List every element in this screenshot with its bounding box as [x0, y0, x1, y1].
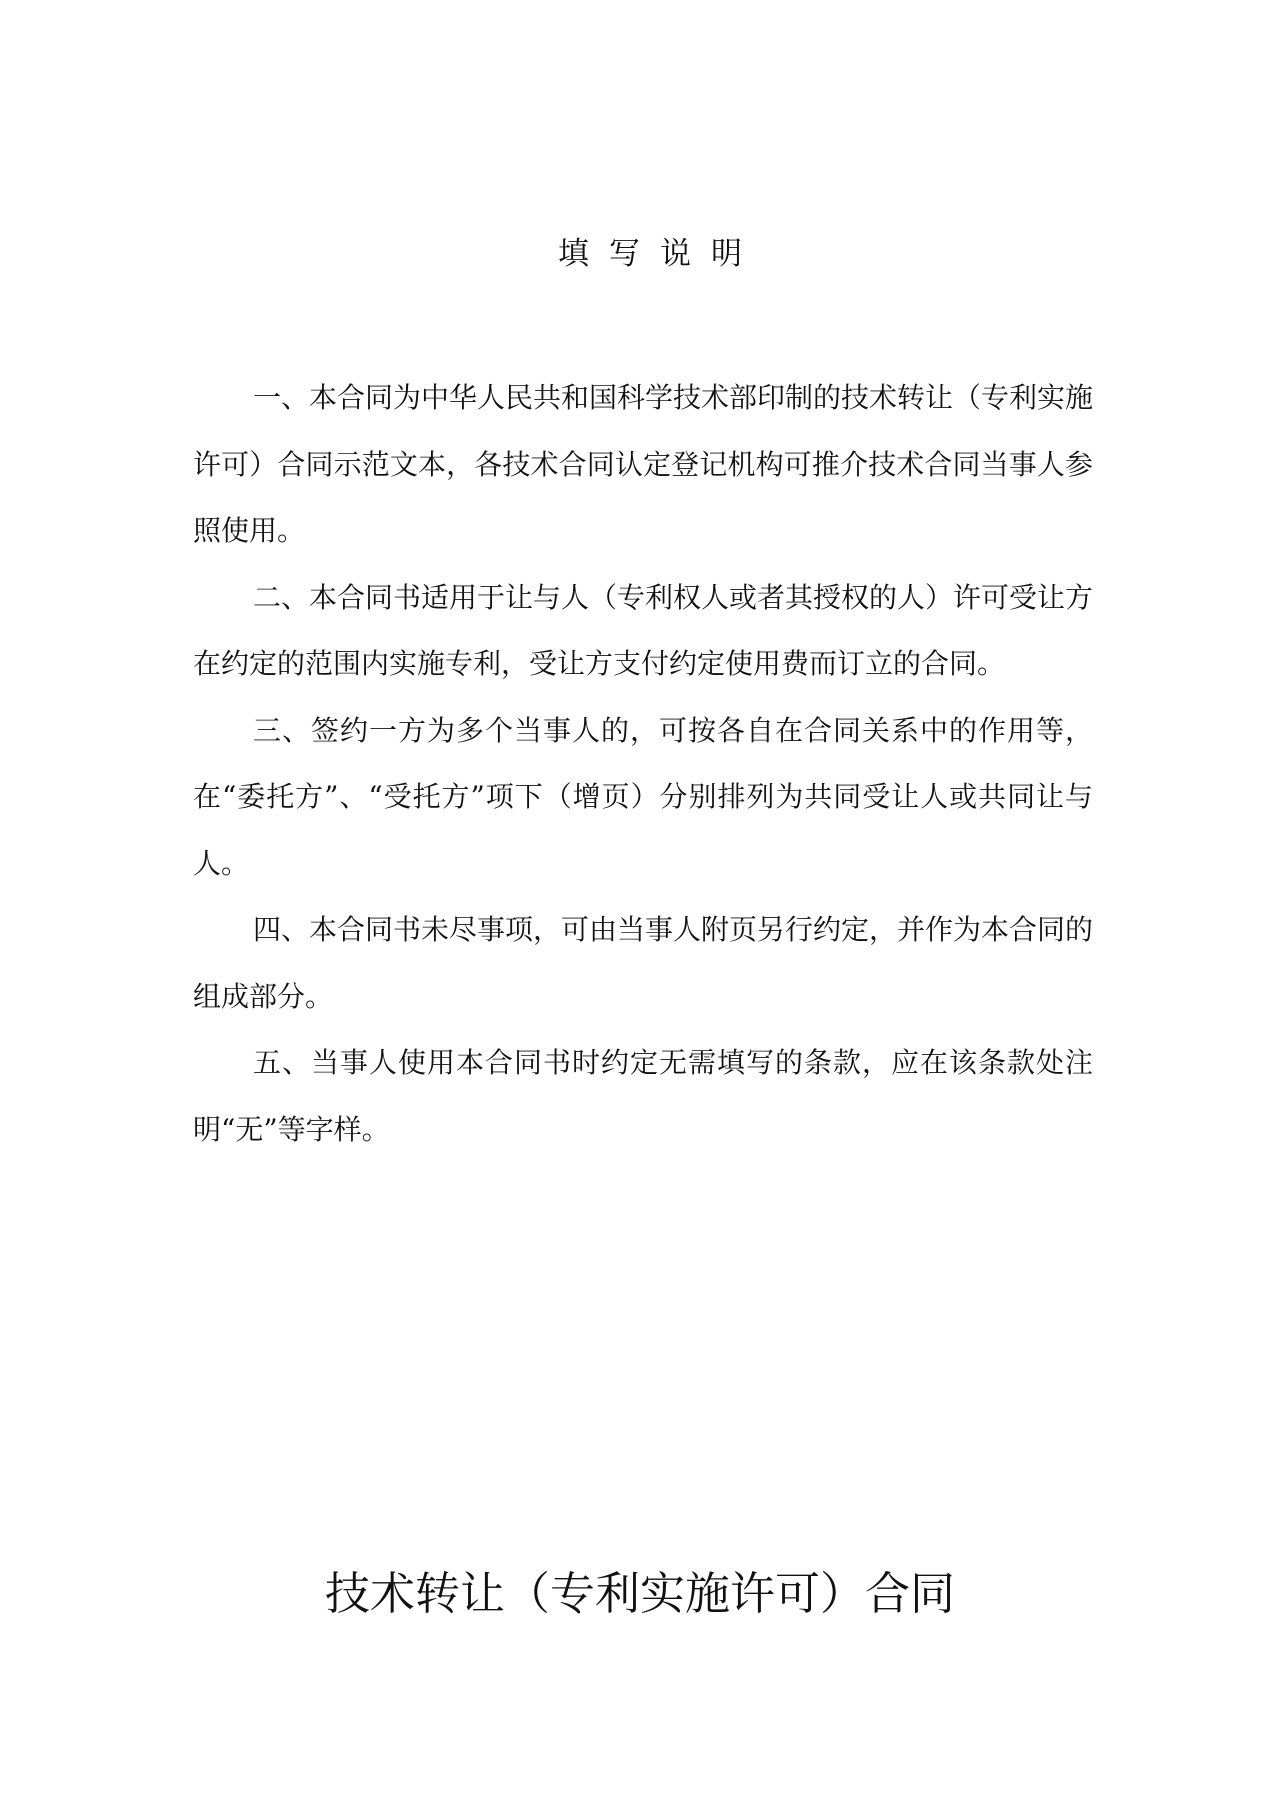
instruction-paragraph-2: 二、本合同书适用于让与人（专利权人或者其授权的人）许可受让方在约定的范围内实施专利，受让方支付约定使用费而订立的合同。 [193, 580, 1094, 680]
instruction-paragraph-3: 三、签约一方为多个当事人的，可按各自在合同关系中的作用等，在“委托方”、“受托方”项下（增页）分别排列为共同受让人或共同让与人。 [193, 713, 1093, 880]
instruction-paragraph-1: 一、本合同为中华人民共和国科学技术部印制的技术转让（专利实施许可）合同示范文本，各技术合同认定登记机构可推介技术合同当事人参照使用。 [193, 381, 1094, 547]
instruction-paragraph-4: 四、本合同书未尽事项，可由当事人附页另行约定，并作为本合同的组成部分。 [193, 913, 1094, 1013]
instructions-body [193, 365, 1093, 1163]
instruction-paragraph-5: 五、当事人使用本合同书时约定无需填写的条款，应在该条款处注明“无”等字样。 [193, 1046, 1093, 1146]
instructions-heading: 填写说明 [558, 236, 762, 272]
contract-title: 技术转让（专利实施许可）合同 [324, 1567, 955, 1620]
